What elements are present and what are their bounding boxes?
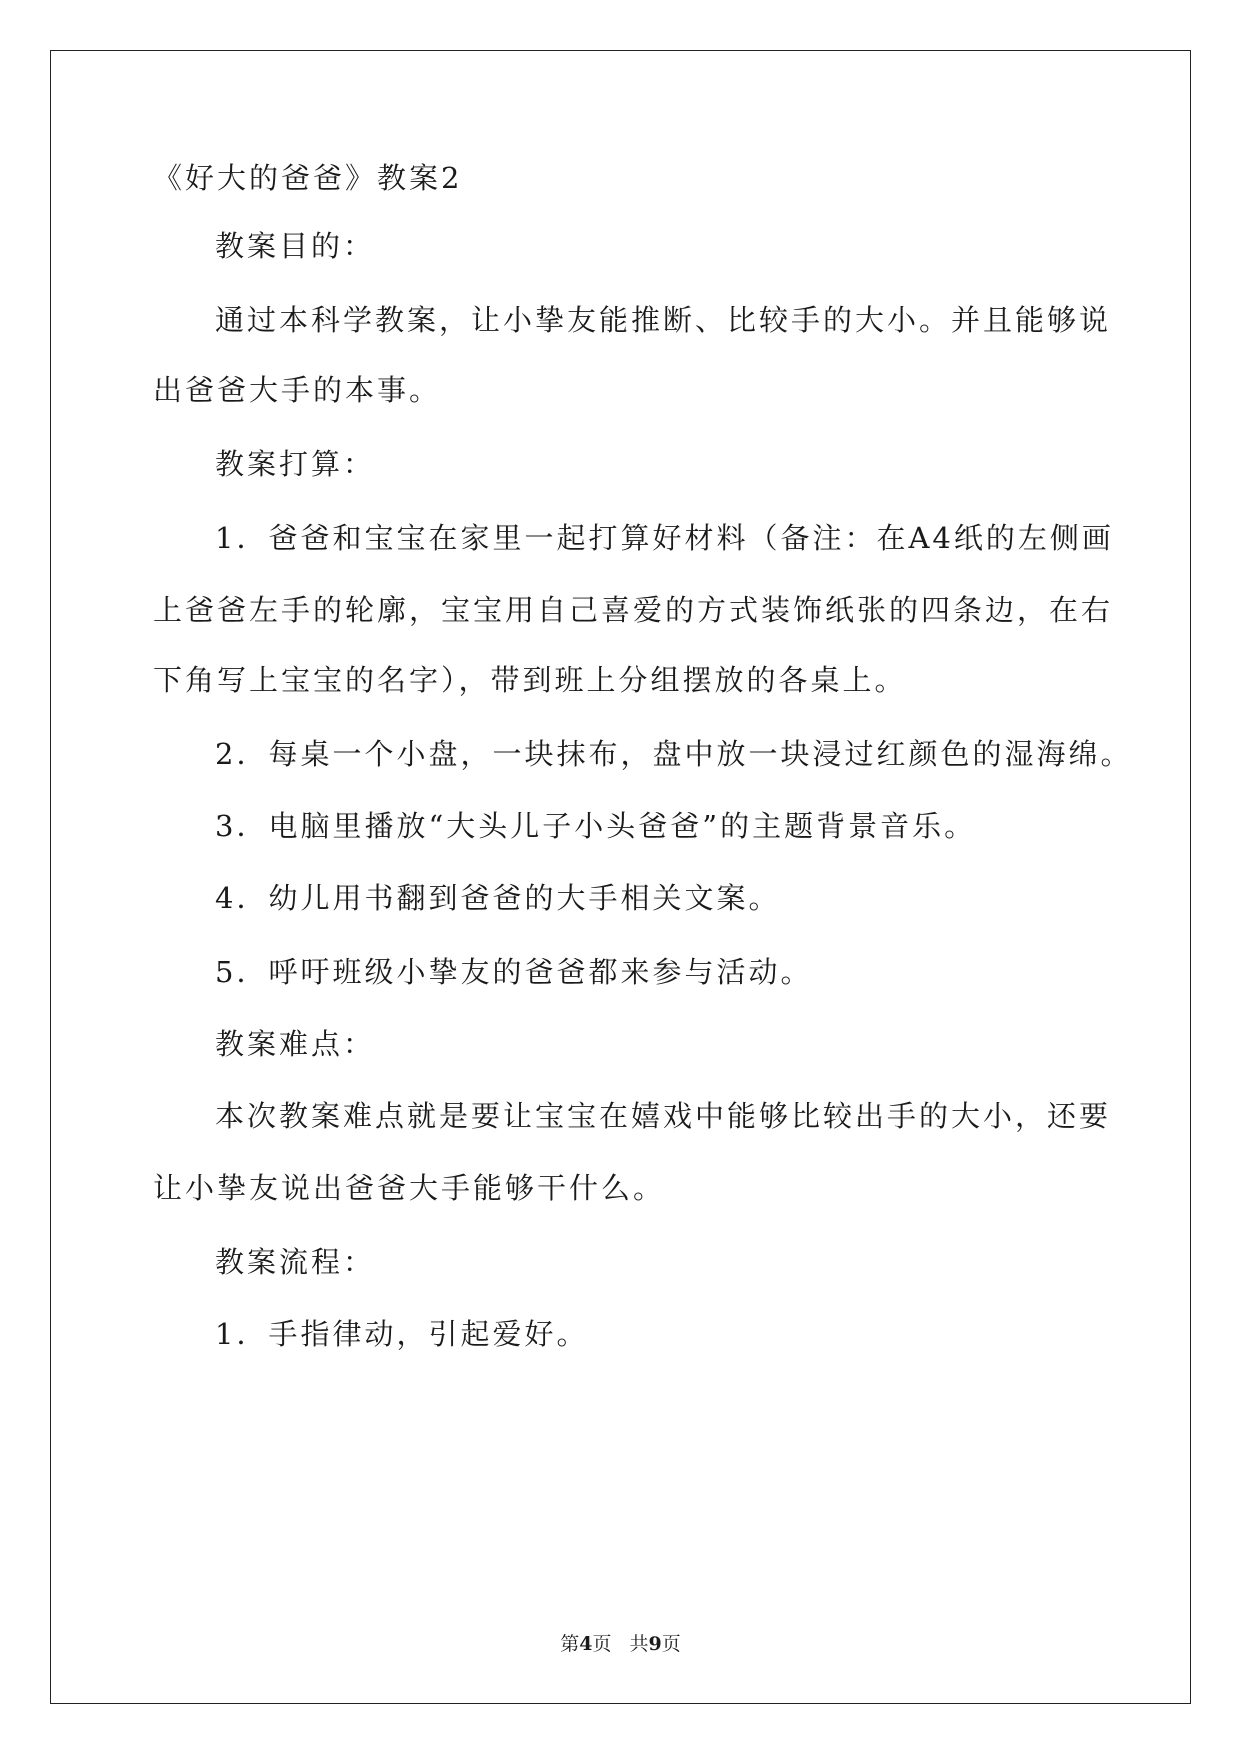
total-pages-number: 9: [648, 1633, 662, 1655]
heading-process: 教案流程：: [215, 1245, 376, 1279]
list-item: 2．每桌一个小盘，一块抹布，盘中放一块浸过红颜色的湿海绵。: [215, 737, 1133, 771]
list-item: 3．电脑里播放“大头儿子小头爸爸”的主题背景音乐。: [215, 809, 977, 843]
paragraph-line: 让小挚友说出爸爸大手能够干什么。: [153, 1171, 666, 1205]
heading-preparation: 教案打算：: [215, 447, 376, 481]
paragraph-line: 下角写上宝宝的名字），带到班上分组摆放的各桌上。: [153, 663, 907, 697]
list-item: 1．爸爸和宝宝在家里一起打算好材料（备注：在A4纸的左侧画: [215, 521, 1114, 555]
paragraph-line: 出爸爸大手的本事。: [153, 373, 442, 407]
footer-total-prefix: 共: [629, 1633, 649, 1655]
list-item: 1．手指律动，引起爱好。: [215, 1317, 589, 1351]
list-item: 4．幼儿用书翻到爸爸的大手相关文案。: [215, 881, 781, 915]
paragraph-line: 本次教案难点就是要让宝宝在嬉戏中能够比较出手的大小，还要: [215, 1099, 1112, 1133]
page-footer: [0, 1632, 1241, 1656]
footer-total-unit: 页: [661, 1633, 681, 1655]
footer-page-unit: 页: [592, 1633, 612, 1655]
list-item: 5．呼吁班级小挚友的爸爸都来参与活动。: [215, 955, 813, 989]
paragraph-line: 上爸爸左手的轮廓，宝宝用自己喜爱的方式装饰纸张的四条边，在右: [153, 593, 1114, 627]
page-border: [50, 50, 1191, 1704]
heading-difficulty: 教案难点：: [215, 1027, 376, 1061]
document-title: 《好大的爸爸》教案2: [153, 161, 463, 195]
heading-objective: 教案目的：: [215, 229, 376, 263]
current-page-number: 4: [579, 1633, 593, 1655]
paragraph-line: 通过本科学教案，让小挚友能推断、比较手的大小。并且能够说: [215, 303, 1112, 337]
footer-prefix: 第: [560, 1633, 580, 1655]
